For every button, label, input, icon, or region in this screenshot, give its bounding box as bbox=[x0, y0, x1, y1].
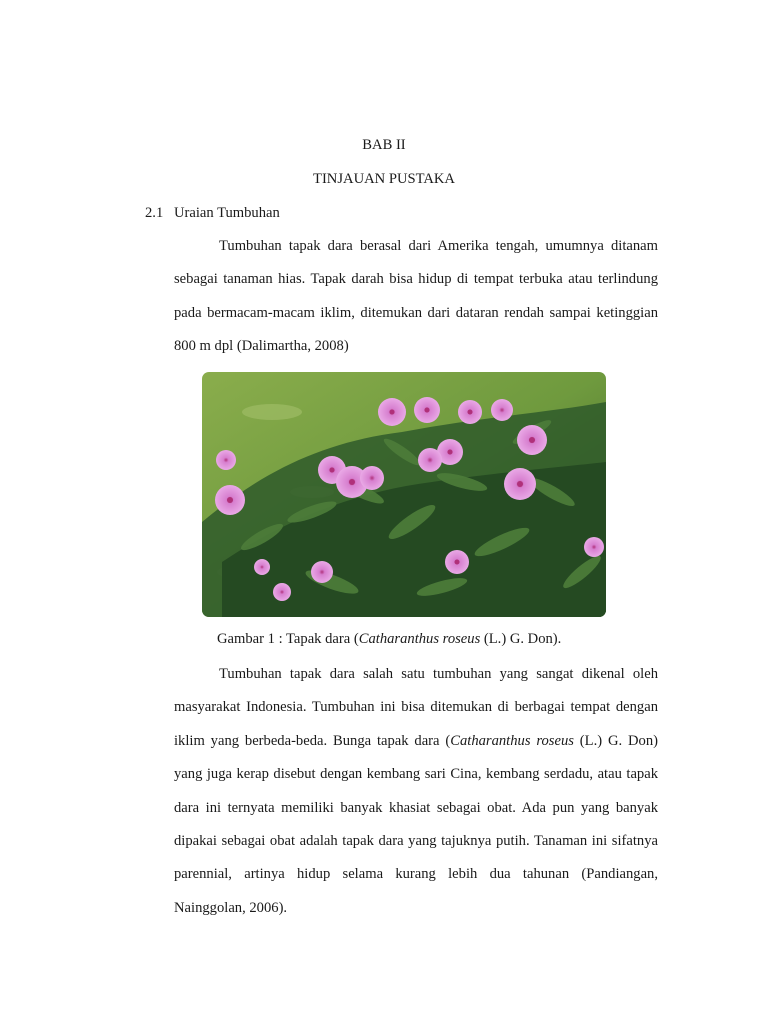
section-heading bbox=[145, 205, 280, 222]
chapter-heading: BAB II bbox=[362, 137, 406, 153]
paragraph-2 bbox=[174, 658, 658, 925]
caption-species: Catharanthus roseus bbox=[358, 631, 481, 647]
flower-photo-image bbox=[202, 372, 606, 617]
flower-photo bbox=[202, 372, 606, 617]
chapter-title: TINJAUAN PUSTAKA bbox=[313, 171, 455, 187]
section-number: 2.1 bbox=[145, 205, 164, 221]
section-title: Uraian Tumbuhan bbox=[174, 205, 280, 221]
paragraph-1 bbox=[174, 230, 658, 364]
figure-caption bbox=[217, 631, 561, 648]
paragraph-2-part1: Tumbuhan tapak dara salah satu tumbuhan yang sangat dikenal oleh masyarakat Indonesia. Tumbuhan ini bisa ditemukan di berbagai tempat dengan iklim yang berbeda-beda. Bunga tapak dara ( bbox=[174, 666, 658, 749]
caption-suffix: (L.) G. Don). bbox=[480, 631, 562, 647]
caption-prefix: Gambar 1 : Tapak dara ( bbox=[217, 631, 359, 647]
paragraph-2-species: Catharanthus roseus bbox=[450, 732, 574, 749]
paragraph-2-part2: (L.) G. Don) yang juga kerap disebut dengan kembang sari Cina, kembang serdadu, atau tapak dara ini ternyata memiliki banyak khasiat sebagai obat. Ada pun yang banyak dipakai sebagai obat adalah tapak dara yang tajuknya putih. Tanaman ini sifatnya parennial, artinya hidup selama kurang lebih dua tahunan (Pandiangan, Nainggolan, 2006). bbox=[174, 732, 658, 916]
paragraph-1-text: Tumbuhan tapak dara berasal dari Amerika tengah, umumnya ditanam sebagai tanaman hias. Tapak darah bisa hidup di tempat terbuka atau terlindung pada bermacam-macam iklim, ditemukan dari dataran rendah sampai ketinggian 800 m dpl (Dalimartha, 2008) bbox=[174, 238, 658, 355]
